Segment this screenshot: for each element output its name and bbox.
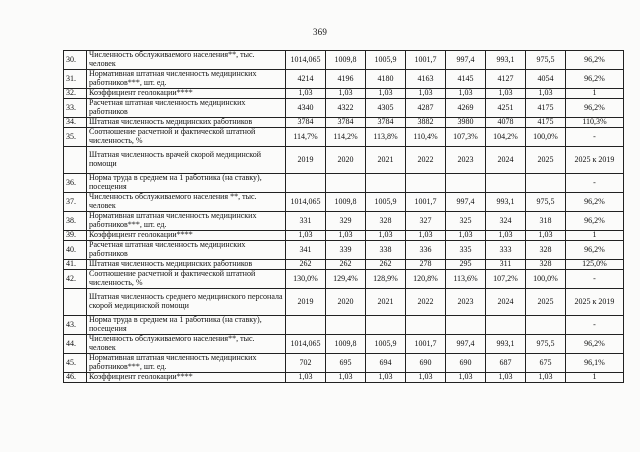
comparison-header-cell: 2025 к 2019 [566, 289, 624, 316]
value-cell: 129,4% [326, 270, 366, 289]
indicator-name-cell: Штатная численность медицинских работников [87, 260, 286, 270]
table-row [64, 128, 624, 147]
value-cell: 4196 [326, 70, 366, 89]
ratio-cell: - [566, 316, 624, 335]
row-number-cell: 38. [64, 212, 87, 231]
value-cell: 1,03 [326, 231, 366, 241]
value-cell [526, 174, 566, 193]
value-cell [366, 174, 406, 193]
indicator-name-cell: Норма труда в среднем на 1 работника (на ставку), посещения [87, 174, 286, 193]
value-cell: 694 [366, 354, 406, 373]
value-cell [406, 316, 446, 335]
table-row [64, 316, 624, 335]
value-cell [486, 174, 526, 193]
value-cell: 1,03 [286, 373, 326, 383]
staffing-table [63, 50, 624, 383]
year-header-cell: 2022 [406, 289, 446, 316]
value-cell: 993,1 [486, 193, 526, 212]
value-cell: 1,03 [366, 373, 406, 383]
value-cell: 702 [286, 354, 326, 373]
value-cell: 324 [486, 212, 526, 231]
ratio-cell: 96,2% [566, 241, 624, 260]
value-cell: 341 [286, 241, 326, 260]
value-cell: 336 [406, 241, 446, 260]
ratio-cell: 125,0% [566, 260, 624, 270]
value-cell: 1,03 [366, 231, 406, 241]
value-cell: 4127 [486, 70, 526, 89]
row-number-cell: 40. [64, 241, 87, 260]
value-cell: 675 [526, 354, 566, 373]
row-number-cell: 35. [64, 128, 87, 147]
year-header-cell: 2024 [486, 289, 526, 316]
row-number-cell: 42. [64, 270, 87, 289]
value-cell: 4180 [366, 70, 406, 89]
indicator-name-cell: Нормативная штатная численность медицинских работников***, шт. ед. [87, 354, 286, 373]
value-cell: 1001,7 [406, 51, 446, 70]
value-cell: 4287 [406, 99, 446, 118]
value-cell: 1,03 [406, 373, 446, 383]
value-cell: 4175 [526, 118, 566, 128]
value-cell: 4340 [286, 99, 326, 118]
indicator-name-cell: Соотношение расчетной и фактической штатной численность, % [87, 270, 286, 289]
value-cell: 1014,065 [286, 193, 326, 212]
value-cell: 1,03 [326, 89, 366, 99]
year-header-cell: 2025 [526, 289, 566, 316]
indicator-name-cell: Штатная численность медицинских работников [87, 118, 286, 128]
value-cell: 993,1 [486, 335, 526, 354]
table-row [64, 89, 624, 99]
value-cell: 311 [486, 260, 526, 270]
row-number-cell: 36. [64, 174, 87, 193]
ratio-cell: 1 [566, 373, 624, 383]
value-cell: 328 [366, 212, 406, 231]
row-number-cell: 46. [64, 373, 87, 383]
value-cell: 1009,8 [326, 335, 366, 354]
table-row [64, 231, 624, 241]
table-section-header-row [64, 289, 624, 316]
value-cell: 4175 [526, 99, 566, 118]
value-cell: 262 [326, 260, 366, 270]
value-cell: 975,5 [526, 193, 566, 212]
value-cell: 100,0% [526, 270, 566, 289]
indicator-name-cell: Численность обслуживаемого населения**, тыс. человек [87, 51, 286, 70]
row-number-cell: 41. [64, 260, 87, 270]
value-cell [446, 316, 486, 335]
value-cell: 278 [406, 260, 446, 270]
value-cell: 128,9% [366, 270, 406, 289]
value-cell: 1005,9 [366, 51, 406, 70]
table-row [64, 373, 624, 383]
value-cell: 1,03 [286, 231, 326, 241]
value-cell: 690 [406, 354, 446, 373]
value-cell: 3784 [286, 118, 326, 128]
row-number-cell: 32. [64, 89, 87, 99]
indicator-name-cell: Расчетная штатная численность медицинских работников [87, 241, 286, 260]
value-cell [526, 316, 566, 335]
comparison-header-cell: 2025 к 2019 [566, 147, 624, 174]
value-cell: 1005,9 [366, 193, 406, 212]
value-cell: 1001,7 [406, 193, 446, 212]
year-header-cell: 2021 [366, 147, 406, 174]
ratio-cell: 96,2% [566, 212, 624, 231]
value-cell [366, 316, 406, 335]
table-row [64, 212, 624, 231]
value-cell: 3980 [446, 118, 486, 128]
table-row [64, 260, 624, 270]
value-cell: 3784 [366, 118, 406, 128]
value-cell: 1,03 [286, 89, 326, 99]
value-cell: 4214 [286, 70, 326, 89]
value-cell: 113,6% [446, 270, 486, 289]
value-cell: 1,03 [326, 373, 366, 383]
year-header-cell: 2020 [326, 289, 366, 316]
value-cell: 333 [486, 241, 526, 260]
row-number-cell: 31. [64, 70, 87, 89]
value-cell: 4322 [326, 99, 366, 118]
year-header-cell: 2019 [286, 147, 326, 174]
value-cell: 120,8% [406, 270, 446, 289]
table-row [64, 51, 624, 70]
value-cell: 690 [446, 354, 486, 373]
value-cell: 318 [526, 212, 566, 231]
page-number: 369 [312, 27, 328, 37]
value-cell: 331 [286, 212, 326, 231]
table-section-header-row [64, 147, 624, 174]
value-cell: 1009,8 [326, 193, 366, 212]
value-cell: 329 [326, 212, 366, 231]
value-cell: 1,03 [486, 231, 526, 241]
table-row [64, 99, 624, 118]
table-row [64, 193, 624, 212]
value-cell: 1014,065 [286, 335, 326, 354]
indicator-name-cell: Нормативная штатная численность медицинских работников***, шт. ед. [87, 70, 286, 89]
ratio-cell: - [566, 128, 624, 147]
value-cell: 130,0% [286, 270, 326, 289]
indicator-name-cell: Численность обслуживаемого населения**, тыс. человек [87, 335, 286, 354]
table-row [64, 241, 624, 260]
year-header-cell: 2021 [366, 289, 406, 316]
table-row [64, 270, 624, 289]
row-number-cell: 33. [64, 99, 87, 118]
row-number-cell: 34. [64, 118, 87, 128]
value-cell: 4078 [486, 118, 526, 128]
value-cell [326, 174, 366, 193]
section-title-cell: Штатная численность врачей скорой медицинской помощи [87, 147, 286, 174]
value-cell: 1,03 [486, 373, 526, 383]
indicator-name-cell: Коэффициент геолокации**** [87, 231, 286, 241]
ratio-cell: 110,3% [566, 118, 624, 128]
value-cell: 997,4 [446, 335, 486, 354]
value-cell: 1,03 [366, 89, 406, 99]
table-row [64, 70, 624, 89]
section-title-cell: Штатная численность среднего медицинского персонала скорой медицинской помощи [87, 289, 286, 316]
value-cell: 113,8% [366, 128, 406, 147]
value-cell: 997,4 [446, 51, 486, 70]
value-cell: 339 [326, 241, 366, 260]
value-cell: 687 [486, 354, 526, 373]
ratio-cell: 96,2% [566, 335, 624, 354]
indicator-name-cell: Расчетная штатная численность медицинских работников [87, 99, 286, 118]
row-number-cell [64, 289, 87, 316]
row-number-cell [64, 147, 87, 174]
value-cell: 328 [526, 241, 566, 260]
indicator-name-cell: Численность обслуживаемого населения **, тыс. человек [87, 193, 286, 212]
value-cell: 110,4% [406, 128, 446, 147]
value-cell: 1,03 [526, 373, 566, 383]
value-cell: 1,03 [526, 89, 566, 99]
value-cell: 327 [406, 212, 446, 231]
value-cell: 1,03 [526, 231, 566, 241]
row-number-cell: 44. [64, 335, 87, 354]
value-cell: 262 [286, 260, 326, 270]
ratio-cell: - [566, 174, 624, 193]
value-cell: 1014,065 [286, 51, 326, 70]
value-cell: 3882 [406, 118, 446, 128]
value-cell: 114,7% [286, 128, 326, 147]
value-cell: 295 [446, 260, 486, 270]
value-cell: 107,3% [446, 128, 486, 147]
value-cell: 1,03 [406, 231, 446, 241]
value-cell: 1009,8 [326, 51, 366, 70]
year-header-cell: 2024 [486, 147, 526, 174]
value-cell [406, 174, 446, 193]
value-cell: 325 [446, 212, 486, 231]
value-cell: 100,0% [526, 128, 566, 147]
value-cell: 328 [526, 260, 566, 270]
indicator-name-cell: Коэффициент геолокации**** [87, 373, 286, 383]
value-cell [446, 174, 486, 193]
value-cell [326, 316, 366, 335]
row-number-cell: 30. [64, 51, 87, 70]
value-cell: 1,03 [446, 373, 486, 383]
year-header-cell: 2020 [326, 147, 366, 174]
value-cell: 335 [446, 241, 486, 260]
row-number-cell: 39. [64, 231, 87, 241]
value-cell: 695 [326, 354, 366, 373]
value-cell: 1005,9 [366, 335, 406, 354]
ratio-cell: - [566, 270, 624, 289]
value-cell: 1,03 [406, 89, 446, 99]
value-cell [486, 316, 526, 335]
indicator-name-cell: Соотношение расчетной и фактической штатной численность, % [87, 128, 286, 147]
table-row [64, 174, 624, 193]
indicator-name-cell: Коэффициент геолокации**** [87, 89, 286, 99]
value-cell: 3784 [326, 118, 366, 128]
value-cell: 104,2% [486, 128, 526, 147]
table-body [64, 51, 624, 383]
year-header-cell: 2019 [286, 289, 326, 316]
value-cell: 975,5 [526, 51, 566, 70]
table-row [64, 118, 624, 128]
value-cell: 107,2% [486, 270, 526, 289]
value-cell: 4305 [366, 99, 406, 118]
value-cell: 262 [366, 260, 406, 270]
ratio-cell: 96,1% [566, 354, 624, 373]
ratio-cell: 96,2% [566, 99, 624, 118]
value-cell: 4251 [486, 99, 526, 118]
year-header-cell: 2022 [406, 147, 446, 174]
value-cell [286, 316, 326, 335]
value-cell [286, 174, 326, 193]
value-cell: 975,5 [526, 335, 566, 354]
value-cell: 4145 [446, 70, 486, 89]
value-cell: 338 [366, 241, 406, 260]
row-number-cell: 43. [64, 316, 87, 335]
ratio-cell: 96,2% [566, 51, 624, 70]
indicator-name-cell: Норма труда в среднем на 1 работника (на ставку), посещения [87, 316, 286, 335]
value-cell: 1,03 [446, 89, 486, 99]
row-number-cell: 37. [64, 193, 87, 212]
row-number-cell: 45. [64, 354, 87, 373]
year-header-cell: 2025 [526, 147, 566, 174]
value-cell: 997,4 [446, 193, 486, 212]
value-cell: 4163 [406, 70, 446, 89]
value-cell: 993,1 [486, 51, 526, 70]
ratio-cell: 96,2% [566, 70, 624, 89]
value-cell: 1,03 [486, 89, 526, 99]
year-header-cell: 2023 [446, 147, 486, 174]
ratio-cell: 1 [566, 231, 624, 241]
indicator-name-cell: Нормативная штатная численность медицинских работников***, шт. ед. [87, 212, 286, 231]
value-cell: 4269 [446, 99, 486, 118]
value-cell: 4054 [526, 70, 566, 89]
value-cell: 1001,7 [406, 335, 446, 354]
ratio-cell: 96,2% [566, 193, 624, 212]
year-header-cell: 2023 [446, 289, 486, 316]
value-cell: 1,03 [446, 231, 486, 241]
ratio-cell: 1 [566, 89, 624, 99]
table-row [64, 335, 624, 354]
table-row [64, 354, 624, 373]
value-cell: 114,2% [326, 128, 366, 147]
